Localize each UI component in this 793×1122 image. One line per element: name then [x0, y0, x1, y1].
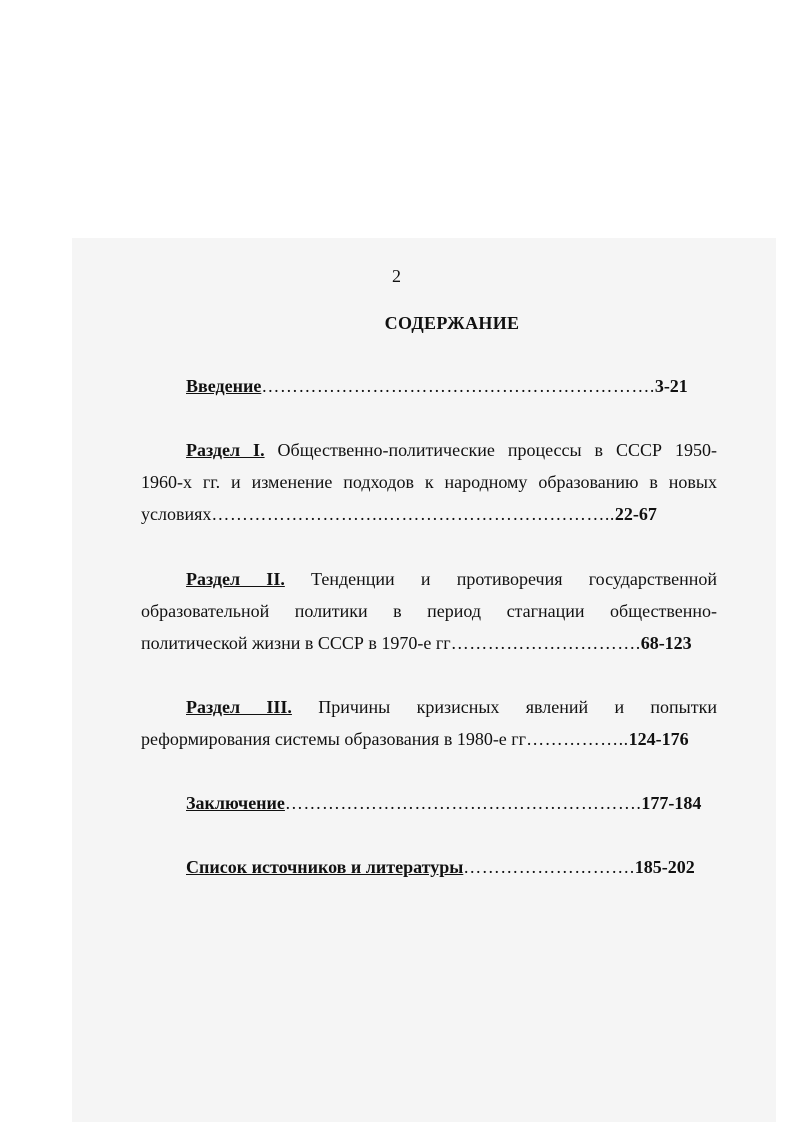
leader-dots: ……………………….………………………………..	[211, 504, 615, 524]
entry-text-line: условиях	[141, 504, 212, 524]
leader-dots: ………………………….	[450, 633, 641, 653]
entry-text-line: Тенденции и противоречия государственной	[311, 569, 717, 589]
scan-background	[72, 238, 776, 1122]
entry-pages: 177-184	[641, 793, 702, 813]
leader-dots: ……………………….	[463, 857, 635, 877]
page-number: 2	[392, 266, 401, 286]
entry-pages: 185-202	[634, 857, 695, 877]
entry-text-line: Причины кризисных явлений и попытки	[318, 697, 717, 717]
entry-label: Раздел I.	[186, 440, 265, 460]
toc-title: СОДЕРЖАНИЕ	[384, 313, 520, 333]
entry-label: Раздел III.	[186, 697, 292, 717]
entry-label: Список источников и литературы	[186, 857, 464, 877]
leader-dots: ……………..	[526, 729, 629, 749]
entry-text-line: реформирования системы образования в 1980-е гг	[141, 729, 527, 749]
entry-pages: 124-176	[628, 729, 689, 749]
leader-dots: ……………………………………………………….	[261, 376, 655, 396]
entry-text-line: 1960-х гг. и изменение подходов к народному образованию в новых	[141, 472, 717, 492]
entry-pages: 3-21	[654, 376, 688, 396]
leader-dots: ………………………………………………….	[284, 793, 642, 813]
entry-text-line: политической жизни в СССР в 1970-е гг	[141, 633, 451, 653]
entry-text-line: образовательной политики в период стагнации общественно-	[141, 601, 717, 621]
entry-text-line: Общественно-политические процессы в СССР 1950-	[277, 440, 718, 460]
entry-label: Раздел II.	[186, 569, 285, 589]
entry-label: Введение	[186, 376, 262, 396]
entry-label: Заключение	[186, 793, 285, 813]
entry-pages: 22-67	[614, 504, 657, 524]
entry-pages: 68-123	[640, 633, 692, 653]
